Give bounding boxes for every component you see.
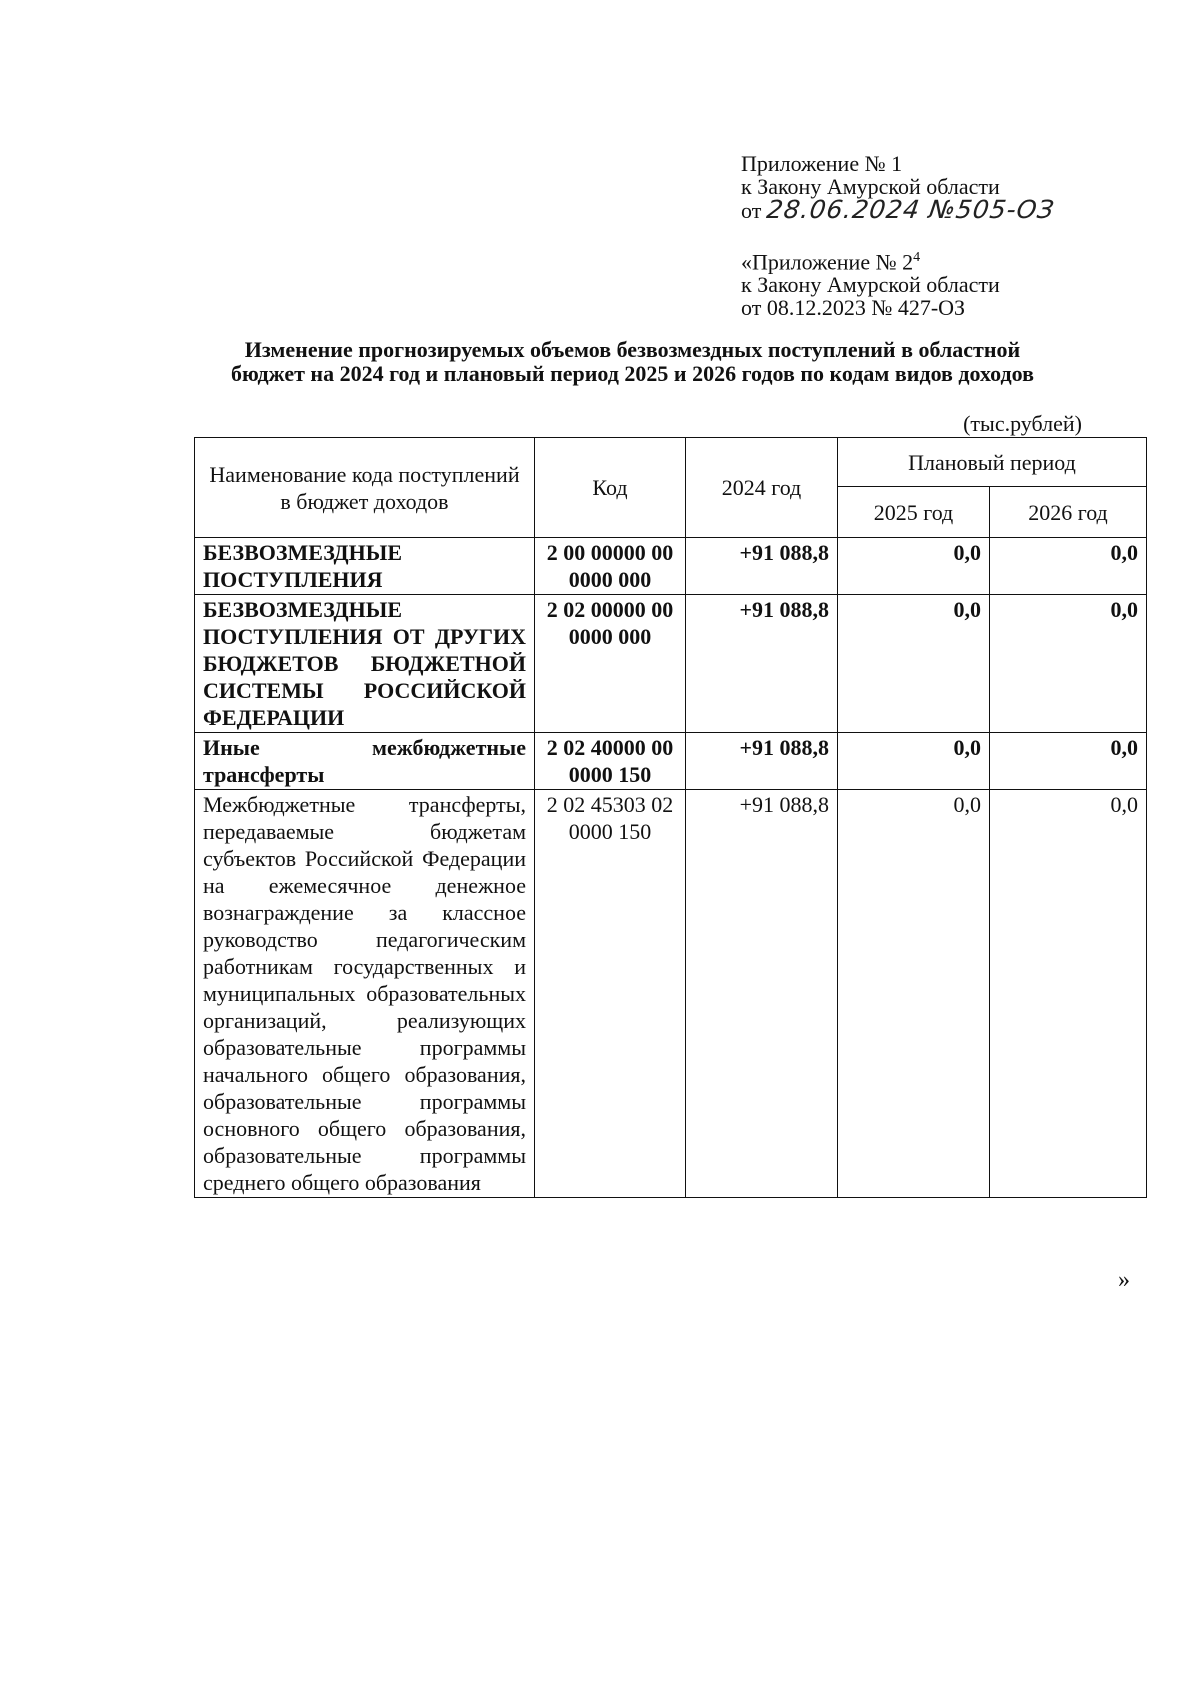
header-2025: 2025 год	[838, 487, 990, 538]
title-line-1: Изменение прогнозируемых объемов безвозмездных поступлений в областной	[244, 337, 1021, 362]
row-value-2025: 0,0	[838, 733, 990, 790]
row-name: Межбюджетные трансферты, передаваемые бюджетам субъектов Российской Федерации на ежемесячное денежное вознаграждение за классное руководство педагогическим работникам государственных и муниципальных образовательных организаций, реализующих образовательные программы начального общего образования, образовательные программы основного общего образования, образовательные программы среднего общего образования	[195, 790, 535, 1198]
row-value-2026: 0,0	[990, 733, 1147, 790]
annex-line-1: «Приложение № $2^4$	[741, 249, 921, 275]
header-code: Код	[535, 438, 686, 538]
row-value-2024: +91 088,8	[686, 790, 838, 1198]
header-row	[195, 438, 1147, 487]
header-name: Наименование кода поступлений в бюджет доходов	[195, 438, 535, 538]
annex-line-2: к Закону Амурской области	[741, 272, 1000, 298]
row-value-2025: 0,0	[838, 595, 990, 733]
title-line-2: бюджет на 2024 год и плановый период 2025 и 2026 годов по кодам видов доходов	[230, 361, 1034, 386]
unit-label: (тыс.рублей)	[963, 411, 1082, 436]
row-code: 2 02 00000 00 0000 000	[535, 595, 686, 733]
annex-superscript: 4	[913, 250, 921, 265]
row-code: 2 00 00000 00 0000 000	[535, 538, 686, 595]
row-code: 2 02 45303 02 0000 150	[535, 790, 686, 1198]
row-name: БЕЗВОЗМЕЗДНЫЕ ПОСТУПЛЕНИЯ	[195, 538, 535, 595]
table-row	[195, 538, 1147, 595]
row-value-2024: +91 088,8	[686, 595, 838, 733]
row-value-2024: +91 088,8	[686, 538, 838, 595]
revenue-table	[194, 437, 1147, 1198]
row-value-2025: 0,0	[838, 790, 990, 1198]
table-row	[195, 790, 1147, 1198]
annex-line-3: от 08.12.2023 № 427-ОЗ	[741, 295, 966, 321]
appendix-line-2: к Закону Амурской области	[741, 174, 1000, 199]
row-value-2026: 0,0	[990, 595, 1147, 733]
row-value-2026: 0,0	[990, 790, 1147, 1198]
appendix-line-3	[741, 195, 1057, 224]
appendix-block	[741, 151, 1057, 224]
header-2024: 2024 год	[686, 438, 838, 538]
closing-quote: »	[1118, 1267, 1130, 1293]
annex-block	[741, 246, 1000, 319]
table-row	[195, 595, 1147, 733]
row-name: БЕЗВОЗМЕЗДНЫЕ ПОСТУПЛЕНИЯ ОТ ДРУГИХ БЮДЖЕТОВ БЮДЖЕТНОЙ СИСТЕМЫ РОССИЙСКОЙ ФЕДЕРАЦИИ	[195, 595, 535, 733]
row-name: Иные межбюджетные трансферты	[195, 733, 535, 790]
appendix-line-1: Приложение № 1	[741, 151, 903, 176]
row-value-2024: +91 088,8	[686, 733, 838, 790]
row-value-2026: 0,0	[990, 538, 1147, 595]
handwritten-date-number: 28.06.2024 №505-ОЗ	[764, 195, 1057, 224]
appendix-date-prefix: от	[741, 198, 762, 223]
row-value-2025: 0,0	[838, 538, 990, 595]
header-2026: 2026 год	[990, 487, 1147, 538]
header-planned-period: Плановый период	[838, 438, 1147, 487]
table-row	[195, 733, 1147, 790]
row-code: 2 02 40000 00 0000 150	[535, 733, 686, 790]
document-title	[170, 338, 1095, 386]
